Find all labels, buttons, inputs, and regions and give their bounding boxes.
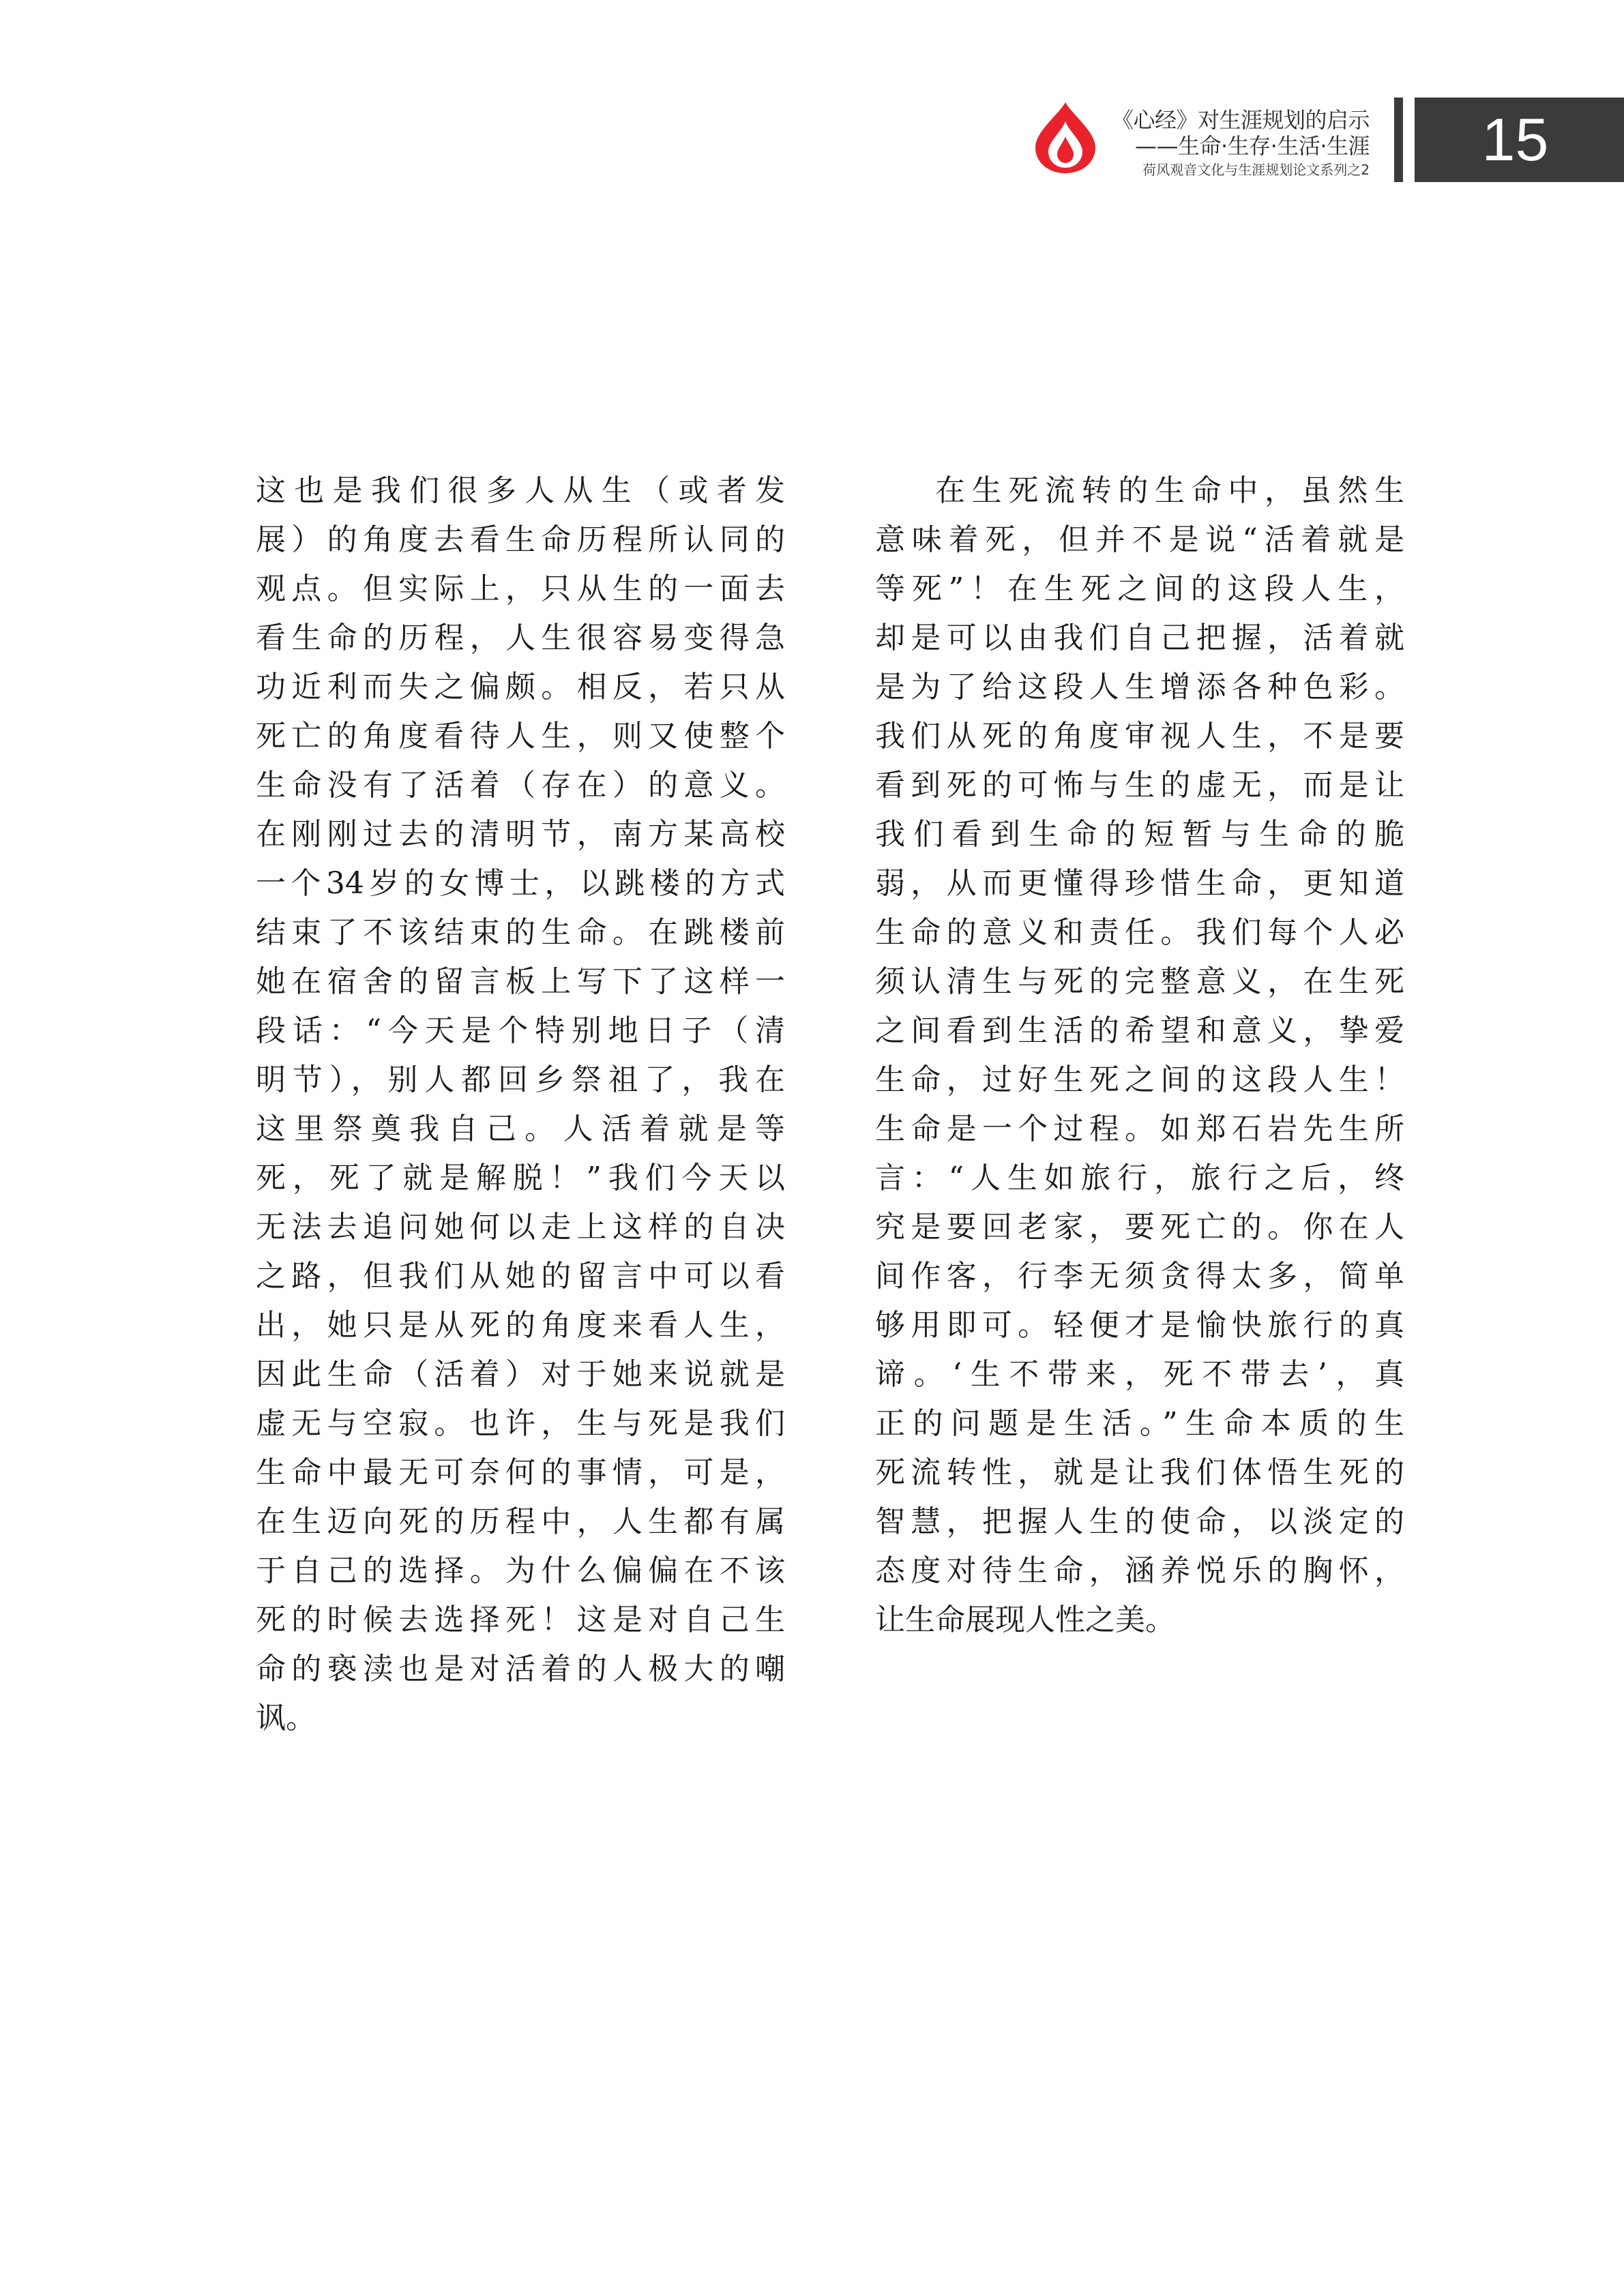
text-line: 命的亵渎也是对活着的人极大的嘲	[256, 1652, 785, 1686]
text-line: 在生死流转的生命中，虽然生	[935, 473, 1404, 508]
text-line: 死流转性，就是让我们体悟生死的	[875, 1455, 1404, 1490]
text-line: 生命，过好生死之间的这段人生！	[875, 1062, 1404, 1097]
text-line: 智慧，把握人生的使命，以淡定的	[875, 1504, 1404, 1539]
header-titles	[988, 107, 1370, 179]
text-line: 却是可以由我们自己把握，活着就	[875, 621, 1404, 655]
text-line: 生命的意义和责任。我们每个人必	[875, 915, 1404, 950]
header-title: 《心经》对生涯规划的启示	[1111, 107, 1370, 133]
text-line: 是为了给这段人生增添各种色彩。	[875, 670, 1404, 704]
right-column	[875, 466, 1404, 1645]
text-line: 展）的角度去看生命历程所认同的	[256, 522, 785, 557]
text-line: 她在宿舍的留言板上写下了这样一	[256, 964, 785, 999]
text-line: 我们从死的角度审视人生，不是要	[875, 719, 1404, 754]
text-line: 态度对待生命，涵养悦乐的胸怀，	[875, 1553, 1404, 1588]
text-line: 死的时候去选择死！这是对自己生	[256, 1602, 785, 1637]
text-line: 死，死了就是解脱！”我们今天以	[256, 1161, 785, 1195]
text-line: 生命中最无可奈何的事情，可是，	[256, 1455, 785, 1490]
text-line: 生命没有了活着（存在）的意义。	[256, 768, 785, 803]
left-column	[256, 466, 785, 1743]
text-line: 虚无与空寂。也许，生与死是我们	[256, 1406, 785, 1441]
text-line: 讽。	[256, 1701, 316, 1735]
text-line: 在刚刚过去的清明节，南方某高校	[256, 817, 785, 852]
text-line: 这里祭奠我自己。人活着就是等	[256, 1112, 785, 1146]
text-line: 明节），别人都回乡祭祖了，我在	[256, 1062, 785, 1097]
header-divider-bar	[1394, 98, 1403, 182]
text-line: 让生命展现人性之美。	[875, 1602, 1175, 1637]
text-line: 看生命的历程，人生很容易变得急	[256, 621, 785, 655]
text-line: 结束了不该结束的生命。在跳楼前	[256, 915, 785, 950]
text-line: 弱，从而更懂得珍惜生命，更知道	[875, 866, 1404, 901]
text-line: 间作客，行李无须贪得太多，简单	[875, 1259, 1404, 1294]
text-line: 究是要回老家，要死亡的。你在人	[875, 1210, 1404, 1244]
text-line: 够用即可。轻便才是愉快旅行的真	[875, 1308, 1404, 1343]
text-line: 须认清生与死的完整意义，在生死	[875, 964, 1404, 999]
text-line: 功近利而失之偏颇。相反，若只从	[256, 670, 785, 704]
text-line: 段话：“今天是个特别地日子（清	[256, 1013, 785, 1048]
text-line: 无法去追问她何以走上这样的自决	[256, 1210, 785, 1244]
text-line: 意味着死，但并不是说“活着就是	[875, 522, 1404, 557]
page-number: 15	[1415, 98, 1624, 182]
text-line: 看到死的可怖与生的虚无，而是让	[875, 768, 1404, 803]
text-line: 出，她只是从死的角度来看人生，	[256, 1308, 785, 1343]
series-subtitle: 荷风观音文化与生涯规划论文系列之2	[1142, 162, 1370, 178]
text-line: 因此生命（活着）对于她来说就是	[256, 1357, 785, 1392]
text-line: 观点。但实际上，只从生的一面去	[256, 571, 785, 606]
text-line: 谛。‘生不带来，死不带去’，真	[875, 1357, 1404, 1392]
text-line: 我们看到生命的短暂与生命的脆	[875, 817, 1404, 852]
text-line: 言：“人生如旅行，旅行之后，终	[875, 1161, 1404, 1195]
text-line: 正的问题是生活。”生命本质的生	[875, 1406, 1404, 1441]
header-title-sub: ——生命·生存·生活·生涯	[1134, 133, 1370, 159]
text-line: 一个34岁的女博士，以跳楼的方式	[256, 866, 785, 901]
text-line: 之路，但我们从她的留言中可以看	[256, 1259, 785, 1294]
text-line: 等死”！在生死之间的这段人生，	[875, 571, 1404, 606]
text-line: 于自己的选择。为什么偏偏在不该	[256, 1553, 785, 1588]
text-line: 生命是一个过程。如郑石岩先生所	[875, 1112, 1404, 1146]
text-line: 这也是我们很多人从生（或者发	[256, 473, 785, 508]
text-line: 死亡的角度看待人生，则又使整个	[256, 719, 785, 754]
text-line: 之间看到生活的希望和意义，挚爱	[875, 1013, 1404, 1048]
text-line: 在生迈向死的历程中，人生都有属	[256, 1504, 785, 1539]
